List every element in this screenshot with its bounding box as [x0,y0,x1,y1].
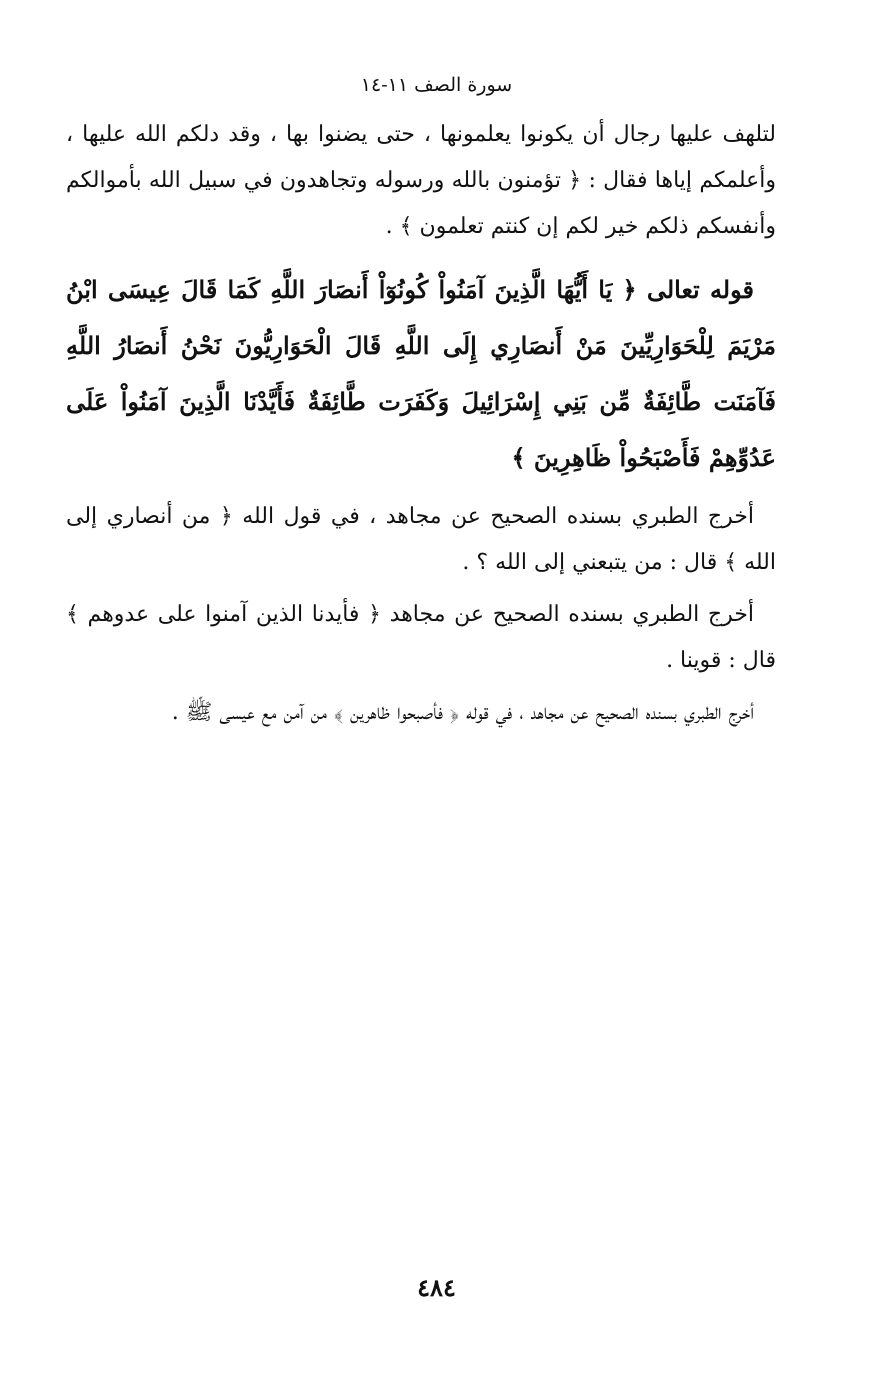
paragraph-continuation: لتلهف عليها رجال أن يكونوا يعلمونها ، حتى يضنوا بها ، وقد دلكم الله عليها ، وأعلمكم إياها فقال : ﴿ تؤمنون بالله ورسوله وتجاهدون في سبيل الله بأموالكم وأنفسكم ذلكم خير لكم إن كنتم تعلمون ﴾ . [66,122,776,239]
paragraph-narration-1: أخرج الطبري بسنده الصحيح عن مجاهد ، في قول الله ﴿ من أنصاري إلى الله ﴾ قال : من يتبعني إلى الله ؟ . [66,504,776,575]
page-number: ٤٨٤ [417,1273,456,1302]
paragraph-narration-2: أخرج الطبري بسنده الصحيح عن مجاهد ﴿ فأيدنا الذين آمنوا على عدوهم ﴾ قال : قوينا . [66,602,776,673]
paragraph-verse: قوله تعالى ﴿ يَا أَيُّهَا الَّذِينَ آمَنُواْ كُونُوٓاْ أَنصَارَ اللَّهِ كَمَا قَالَ عِيسَى ابْنُ مَرْيَمَ لِلْحَوَارِيِّينَ مَنْ أَنصَارِي إِلَى اللَّهِ قَالَ الْحَوَارِيُّونَ نَحْنُ أَنصَارُ اللَّهِ فَآمَنَت طَّائِفَةٌ مِّن بَنِي إِسْرَائِيلَ وَكَفَرَت طَّائِفَةٌ فَأَيَّدْنَا الَّذِينَ آمَنُواْ عَلَى عَدُوِّهِمْ فَأَصْبَحُواْ ظَاهِرِينَ ﴾ [66,275,776,472]
paragraph-narration-3: أخرج الطبري بسنده الصحيح عن مجاهد ، في قوله ﴿ فأصبحوا ظاهرين ﴾ من آمن مع عيسى ﷺ . [171,700,754,725]
running-header: سورة الصف ١١-١٤ [360,74,513,96]
page-body [66,112,776,742]
